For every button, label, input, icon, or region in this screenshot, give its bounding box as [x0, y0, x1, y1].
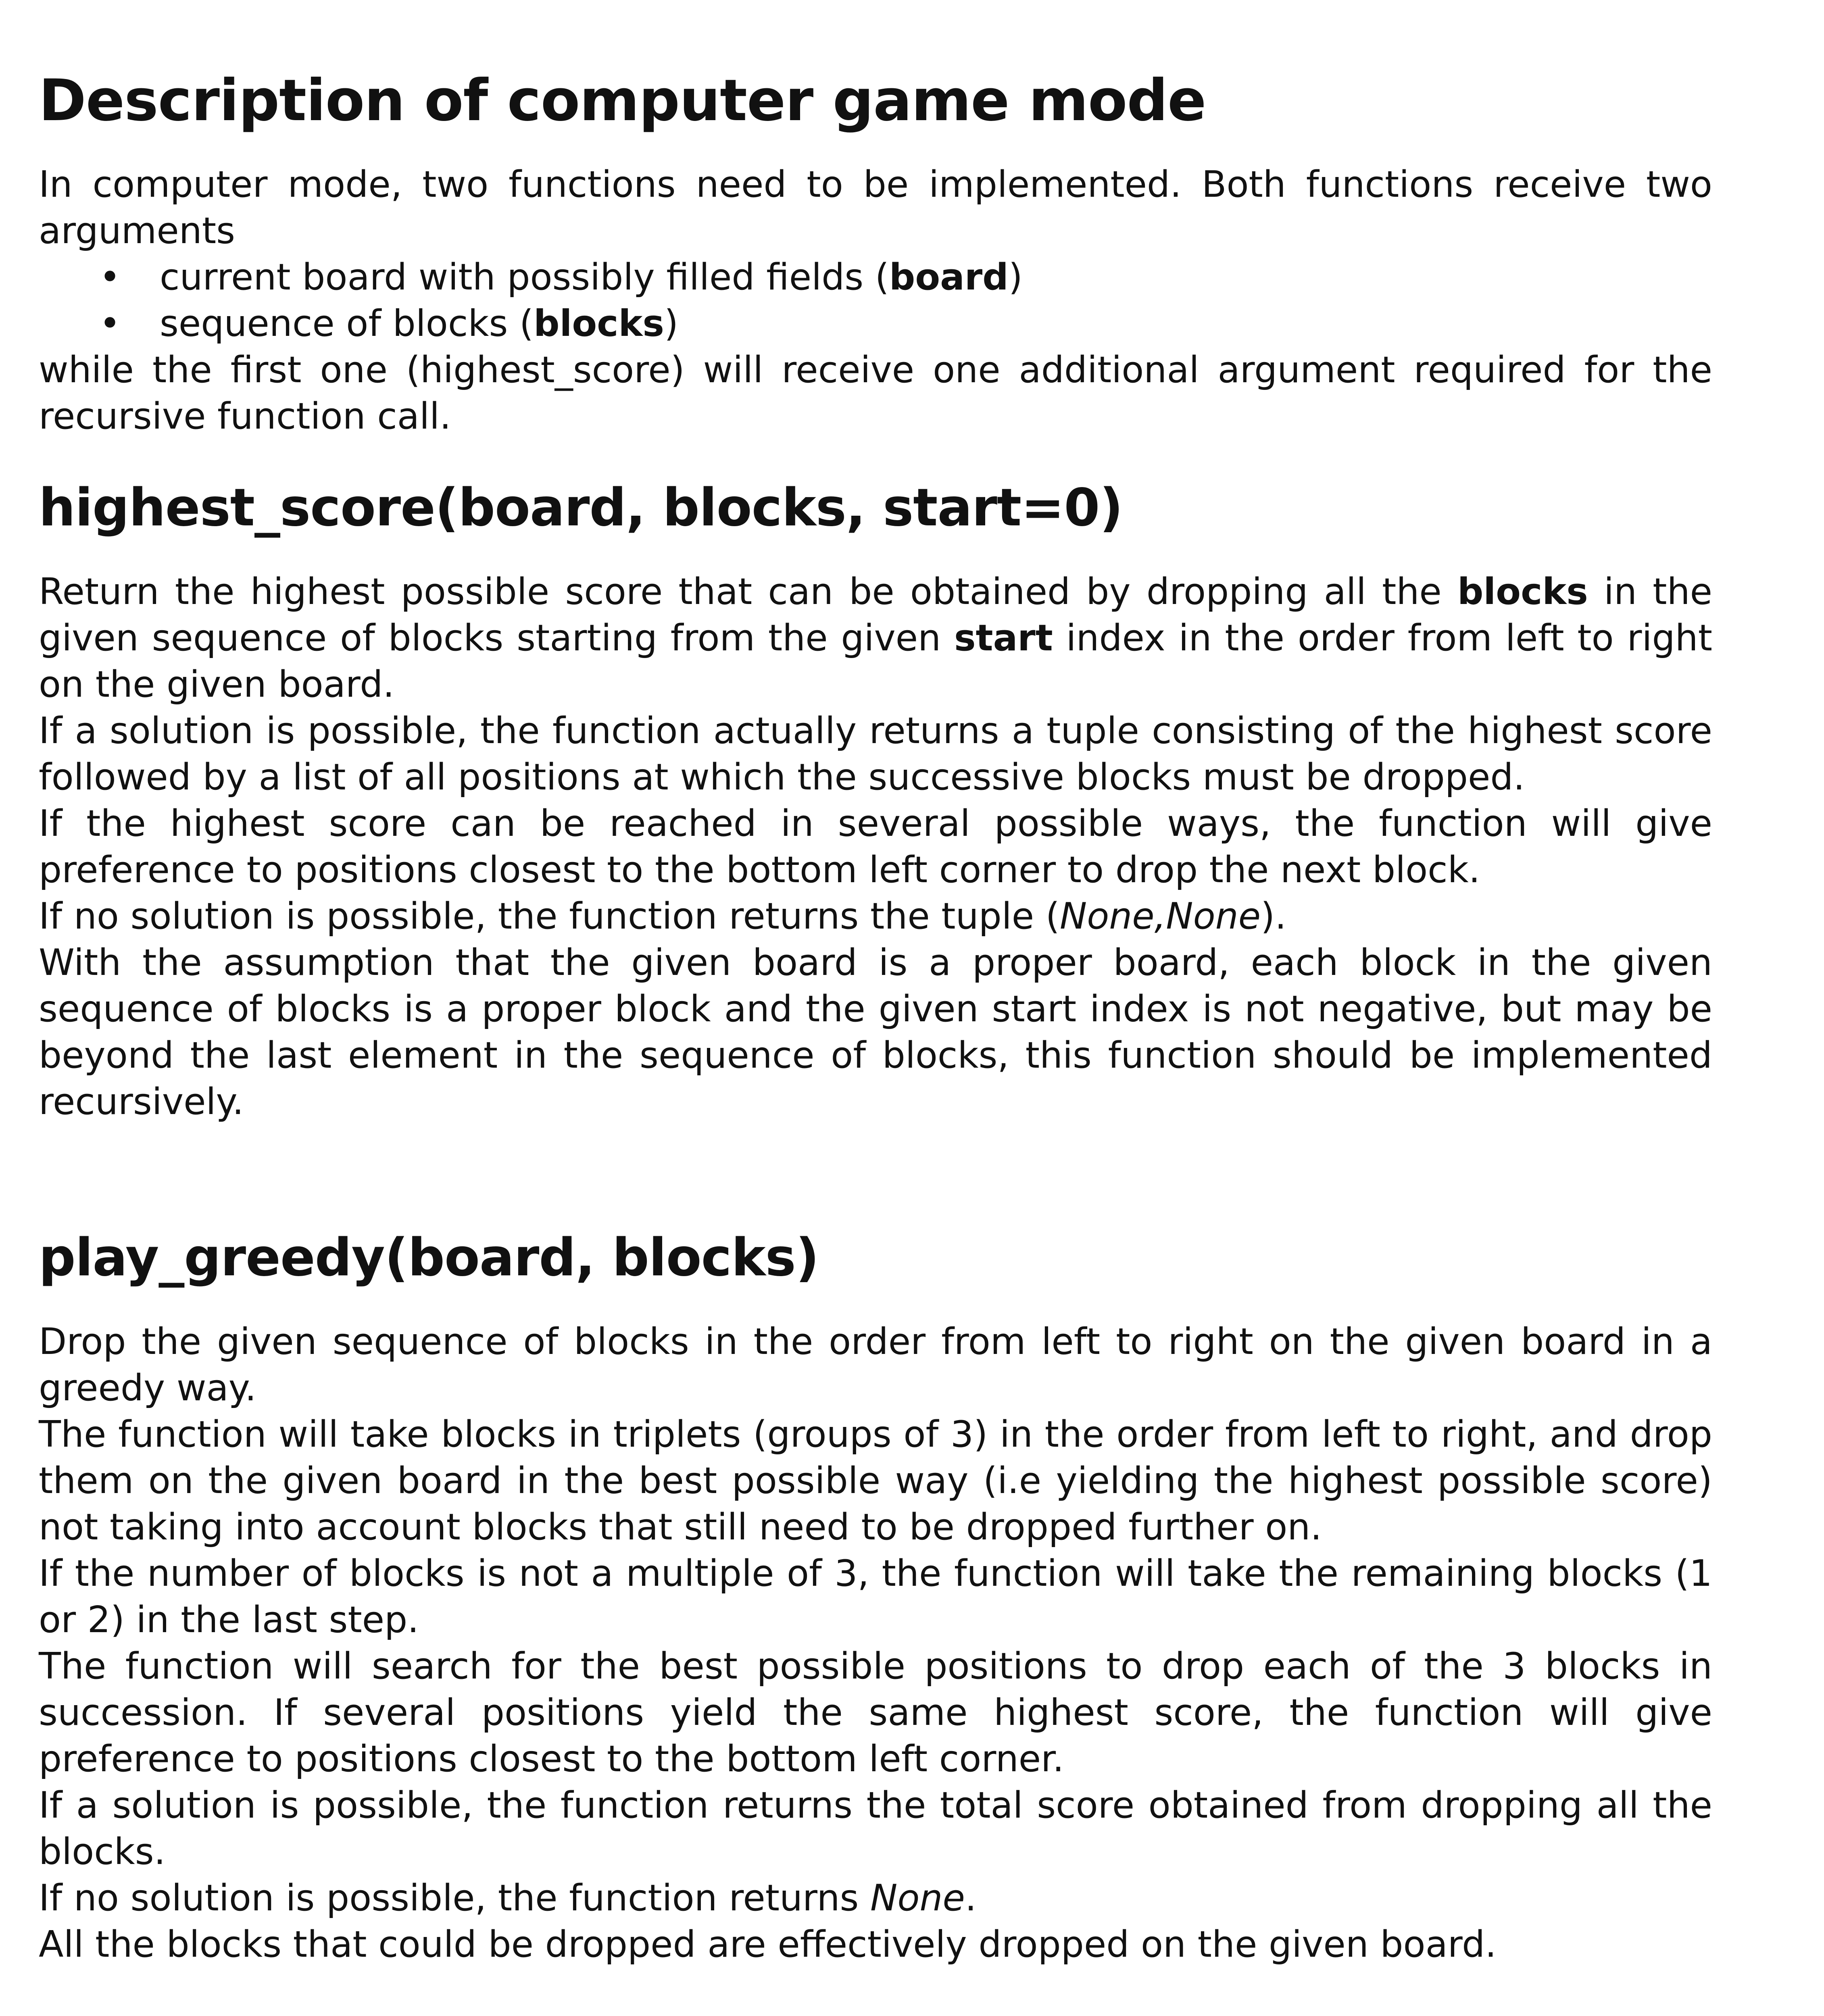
argument-list — [39, 254, 1712, 347]
paragraph: Return the highest possible score that can be obtained by dropping all the blocks in the given sequence of blocks starting from the given start index in the order from left to right on the given board. — [39, 571, 1712, 706]
paragraph: If a solution is possible, the function returns the total score obtained from dropping all the blocks. — [39, 1784, 1712, 1873]
italic-term: None,None — [1059, 895, 1261, 937]
code-term: blocks — [534, 302, 664, 345]
paragraph: If no solution is possible, the function returns None. — [39, 1877, 977, 1919]
intro-paragraph: while the first one (highest_score) will receive one additional argument required for the recursive function call. — [39, 349, 1712, 437]
page-title: Description of computer game mode — [39, 67, 1206, 134]
paragraph: If no solution is possible, the function returns the tuple (None,None). — [39, 895, 1286, 937]
list-item: • current board with possibly filled fields (board) — [39, 254, 1712, 300]
code-term: blocks — [1457, 571, 1588, 613]
paragraph: The function will take blocks in triplets (groups of 3) in the order from left to right, and drop them on the given board in the best possible way (i.e yielding the highest possible score) not taking into account blocks that still need to be dropped further on. — [39, 1413, 1712, 1548]
paragraph: All the blocks that could be dropped are effectively dropped on the given board. — [39, 1923, 1497, 1966]
paragraph: Drop the given sequence of blocks in the order from left to right on the given board in a greedy way. — [39, 1320, 1712, 1409]
section-heading-highest-score: highest_score(board, blocks, start=0) — [39, 478, 1123, 538]
intro-paragraph: In computer mode, two functions need to be implemented. Both functions receive two arguments — [39, 163, 1712, 252]
paragraph: The function will search for the best possible positions to drop each of the 3 blocks in succession. If several positions yield the same highest score, the function will give preference to positions closest to the bottom left corner. — [39, 1645, 1712, 1780]
italic-term: None — [870, 1877, 965, 1919]
section-heading-play-greedy: play_greedy(board, blocks) — [39, 1228, 819, 1288]
bullet-icon: • — [99, 302, 121, 345]
paragraph: With the assumption that the given board is a proper board, each block in the given sequence of blocks is a proper block and the given start index is not negative, but may be beyond the last element in the sequence of blocks, this function should be implemented recursively. — [39, 941, 1712, 1123]
list-item: • sequence of blocks (blocks) — [39, 300, 1712, 347]
code-term: board — [889, 256, 1009, 298]
paragraph: If a solution is possible, the function actually returns a tuple consisting of the highest score followed by a list of all positions at which the successive blocks must be dropped. — [39, 710, 1712, 798]
paragraph: If the highest score can be reached in several possible ways, the function will give preference to positions closest to the bottom left corner to drop the next block. — [39, 802, 1712, 891]
document-page — [39, 60, 1712, 1968]
paragraph: If the number of blocks is not a multiple of 3, the function will take the remaining blocks (1 or 2) in the last step. — [39, 1552, 1712, 1641]
bullet-icon: • — [99, 256, 121, 298]
code-term: start — [954, 617, 1053, 659]
